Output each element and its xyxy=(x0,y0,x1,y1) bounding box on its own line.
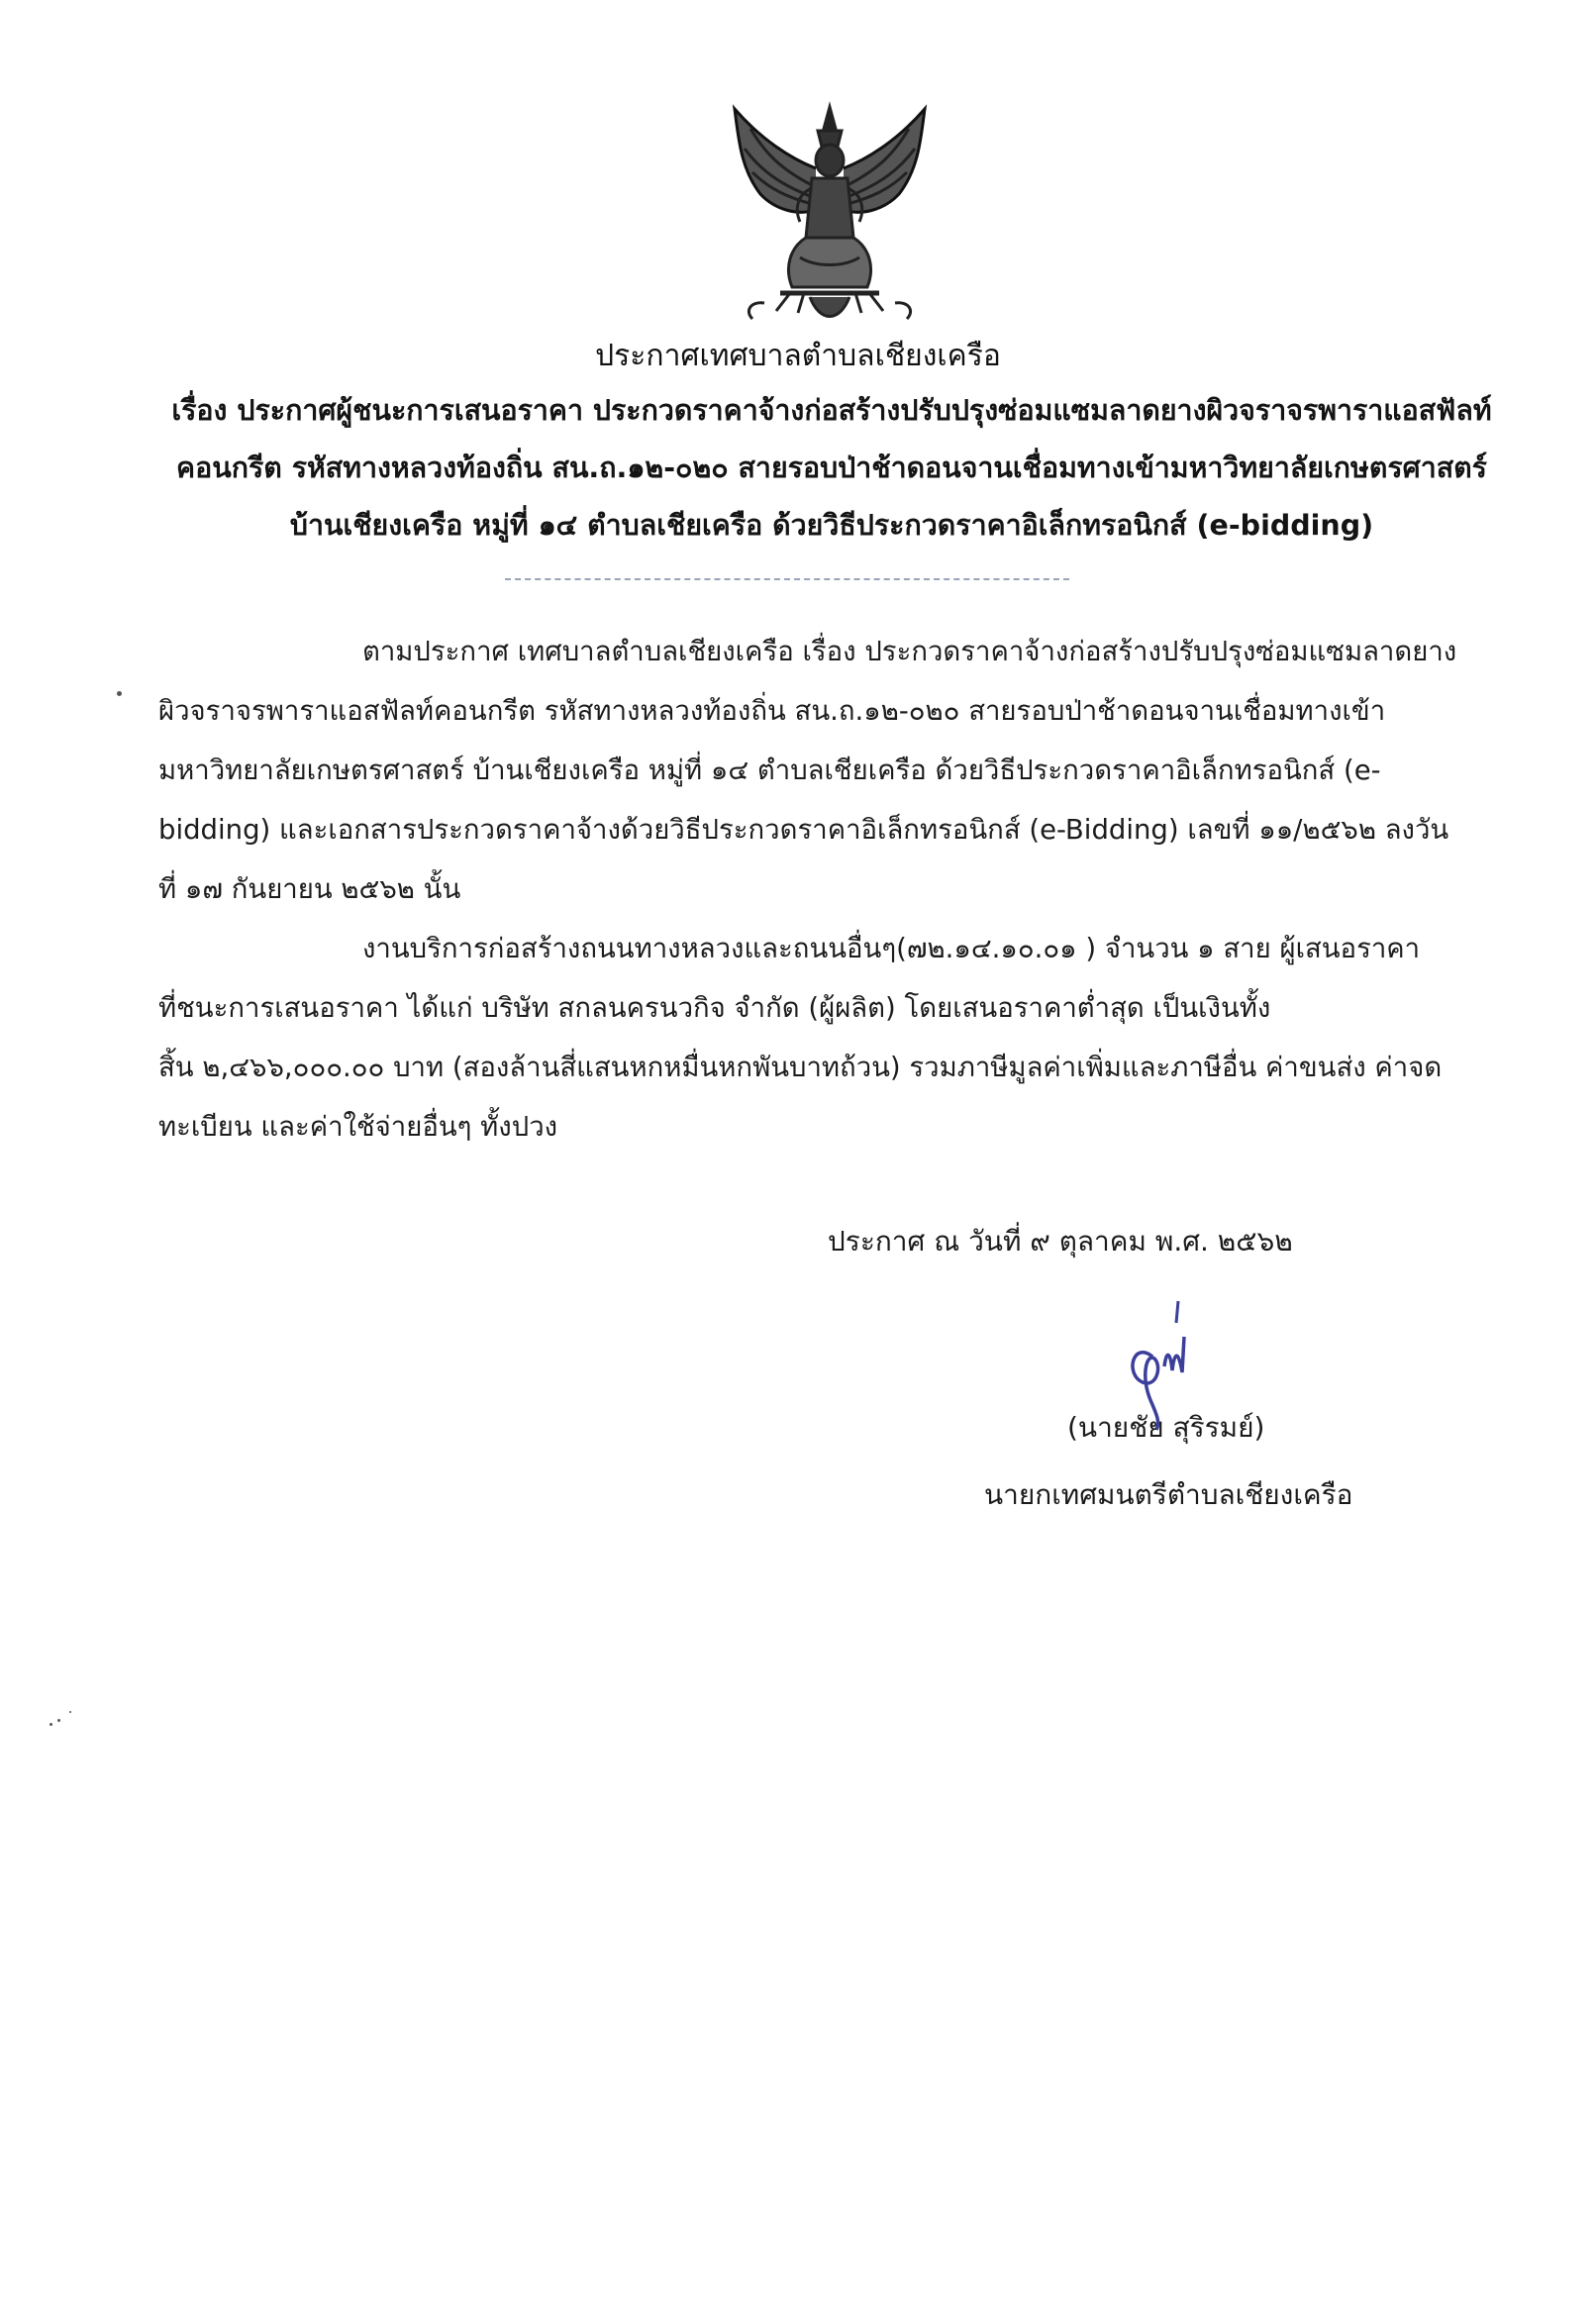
scan-speck xyxy=(117,691,122,696)
garuda-emblem-icon xyxy=(721,99,939,333)
paragraph-line: ทะเบียน และค่าใช้จ่ายอื่นๆ ทั้งปวง xyxy=(158,1111,558,1143)
paragraph-reference xyxy=(158,622,1475,919)
announcement-date: ประกาศ ณ วันที่ ๙ ตุลาคม พ.ศ. ๒๕๖๒ xyxy=(828,1225,1293,1258)
paragraph-line: ผิวจราจรพาราแอสฟัลท์คอนกรีต รหัสทางหลวงท้องถิ่น สน.ถ.๑๒-๐๒๐ สายรอบป่าช้าดอนจานเชื่อมทางเข้า xyxy=(158,695,1386,727)
signer-title: นายกเทศมนตรีตำบลเชียงเครือ xyxy=(984,1478,1353,1511)
paragraph-line: ที่ ๑๗ กันยายน ๒๕๖๒ นั้น xyxy=(158,873,461,905)
paragraph-line: bidding) และเอกสารประกวดราคาจ้างด้วยวิธีประกวดราคาอิเล็กทรอนิกส์ (e-Bidding) เลขที่ ๑๑/๒๕๖๒ ลงวัน xyxy=(158,814,1449,846)
subject-heading xyxy=(158,382,1505,554)
paragraph-line: มหาวิทยาลัยเกษตรศาสตร์ บ้านเชียงเครือ หมู่ที่ ๑๔ ตำบลเชียเครือ ด้วยวิธีประกวดราคาอิเล็กทรอนิกส์ (e- xyxy=(158,755,1381,786)
scan-speck xyxy=(57,1719,60,1722)
subject-line: เรื่อง ประกาศผู้ชนะการเสนอราคา ประกวดราคาจ้างก่อสร้างปรับปรุงซ่อมแซมลาดยางผิวจราจรพาราแอสฟัลท์ xyxy=(171,394,1492,427)
subject-line: บ้านเชียงเครือ หมู่ที่ ๑๔ ตำบลเชียเครือ ด้วยวิธีประกวดราคาอิเล็กทรอนิกส์ (e-bidding) xyxy=(289,509,1374,542)
paragraph-line: สิ้น ๒,๔๖๖,๐๐๐.๐๐ บาท (สองล้านสี่แสนหกหมื่นหกพันบาทถ้วน) รวมภาษีมูลค่าเพิ่มและภาษีอื่น ค่าขนส่ง ค่าจด xyxy=(158,1052,1443,1083)
subject-line: คอนกรีต รหัสทางหลวงท้องถิ่น สน.ถ.๑๒-๐๒๐ สายรอบป่าช้าดอนจานเชื่อมทางเข้ามหาวิทยาลัยเกษตรศาสตร์ xyxy=(176,452,1487,484)
issuer-heading: ประกาศเทศบาลตำบลเชียงเครือ xyxy=(595,339,1001,373)
paragraph-line: งานบริการก่อสร้างถนนทางหลวงและถนนอื่นๆ(๗๒.๑๔.๑๐.๐๑ ) จำนวน ๑ สาย ผู้เสนอราคา xyxy=(362,933,1421,964)
scan-speck xyxy=(69,1711,71,1713)
paragraph-winner xyxy=(158,919,1475,1157)
signer-name: (นายชัย สุริรมย์) xyxy=(1067,1411,1265,1444)
dashed-divider xyxy=(505,578,1069,580)
paragraph-line: ที่ชนะการเสนอราคา ได้แก่ บริษัท สกลนครนวกิจ จำกัด (ผู้ผลิต) โดยเสนอราคาต่ำสุด เป็นเงินทั้ง xyxy=(158,992,1271,1024)
paragraph-line: ตามประกาศ เทศบาลตำบลเชียงเครือ เรื่อง ประกวดราคาจ้างก่อสร้างปรับปรุงซ่อมแซมลาดยาง xyxy=(362,636,1457,667)
scan-speck xyxy=(50,1723,52,1726)
